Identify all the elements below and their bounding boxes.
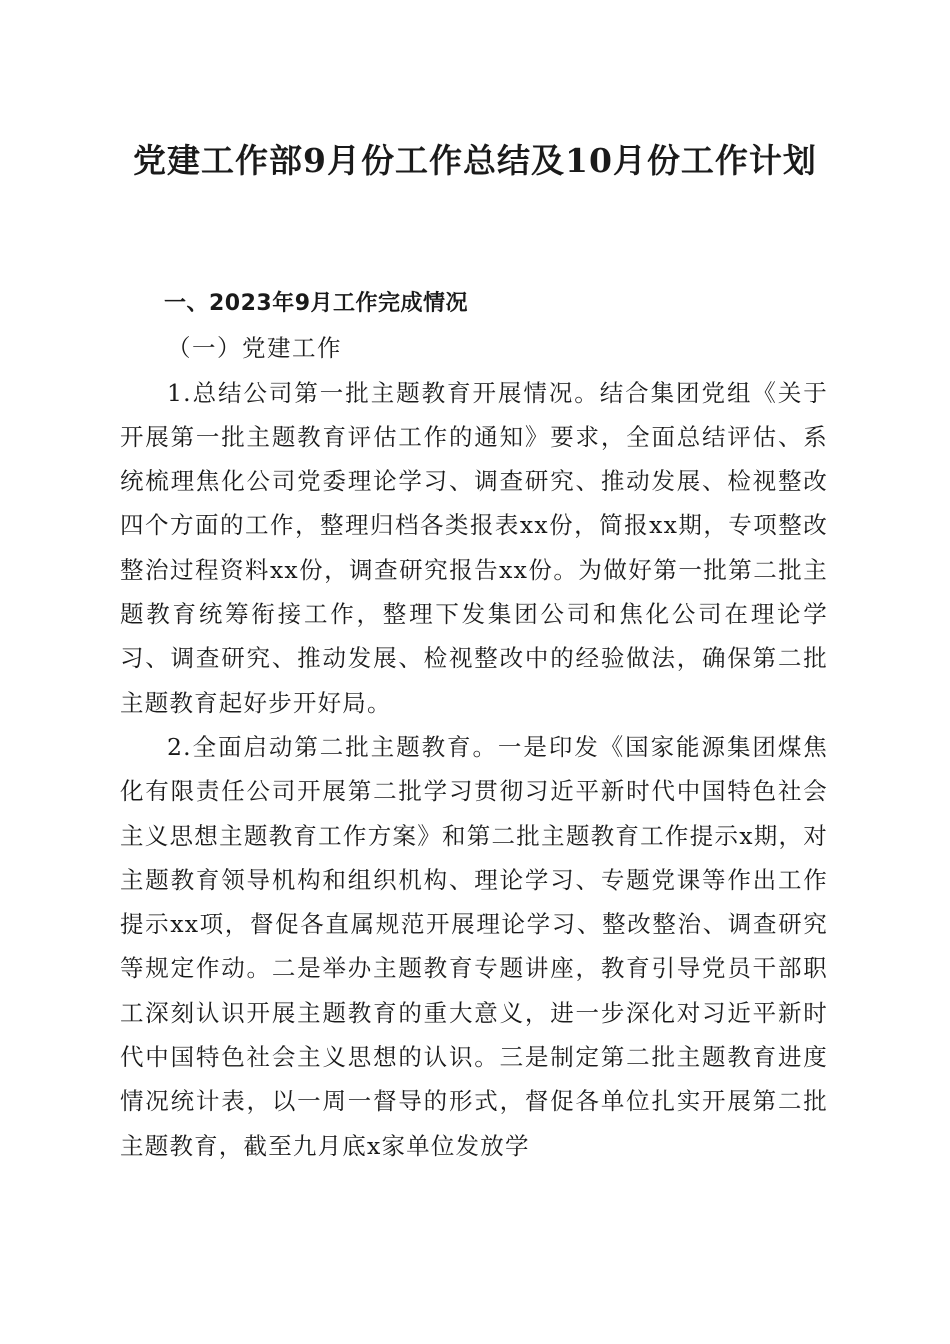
document-body	[120, 282, 828, 1168]
body-paragraph-2: 2.全面启动第二批主题教育。一是印发《国家能源集团煤焦化有限责任公司开展第二批学习贯彻习近平新时代中国特色社会主义思想主题教育工作方案》和第二批主题教育工作提示x期，对主题教育领导机构和组织机构、理论学习、专题党课等作出工作提示xx项，督促各直属规范开展理论学习、整改整治、调查研究等规定作动。二是举办主题教育专题讲座，教育引导党员干部职工深刻认识开展主题教育的重大意义，进一步深化对习近平新时代中国特色社会主义思想的认识。三是制定第二批主题教育进度情况统计表，以一周一督导的形式，督促各单位扎实开展第二批主题教育，截至九月底x家单位发放学	[120, 732, 828, 1160]
document-title: 党建工作部9月份工作总结及10月份工作计划	[133, 141, 817, 180]
subsection-heading: （一）党建工作	[167, 334, 342, 363]
section-heading: 一、2023年9月工作完成情况	[164, 291, 469, 316]
body-paragraph-1: 1.总结公司第一批主题教育开展情况。结合集团党组《关于开展第一批主题教育评估工作的通知》要求，全面总结评估、系统梳理焦化公司党委理论学习、调查研究、推动发展、检视整改四个方面的工作，整理归档各类报表xx份，简报xx期，专项整改整治过程资料xx份，调查研究报告xx份。为做好第一批第二批主题教育统筹衔接工作，整理下发集团公司和焦化公司在理论学习、调查研究、推动发展、检视整改中的经验做法，确保第二批主题教育起好步开好局。	[120, 378, 828, 717]
